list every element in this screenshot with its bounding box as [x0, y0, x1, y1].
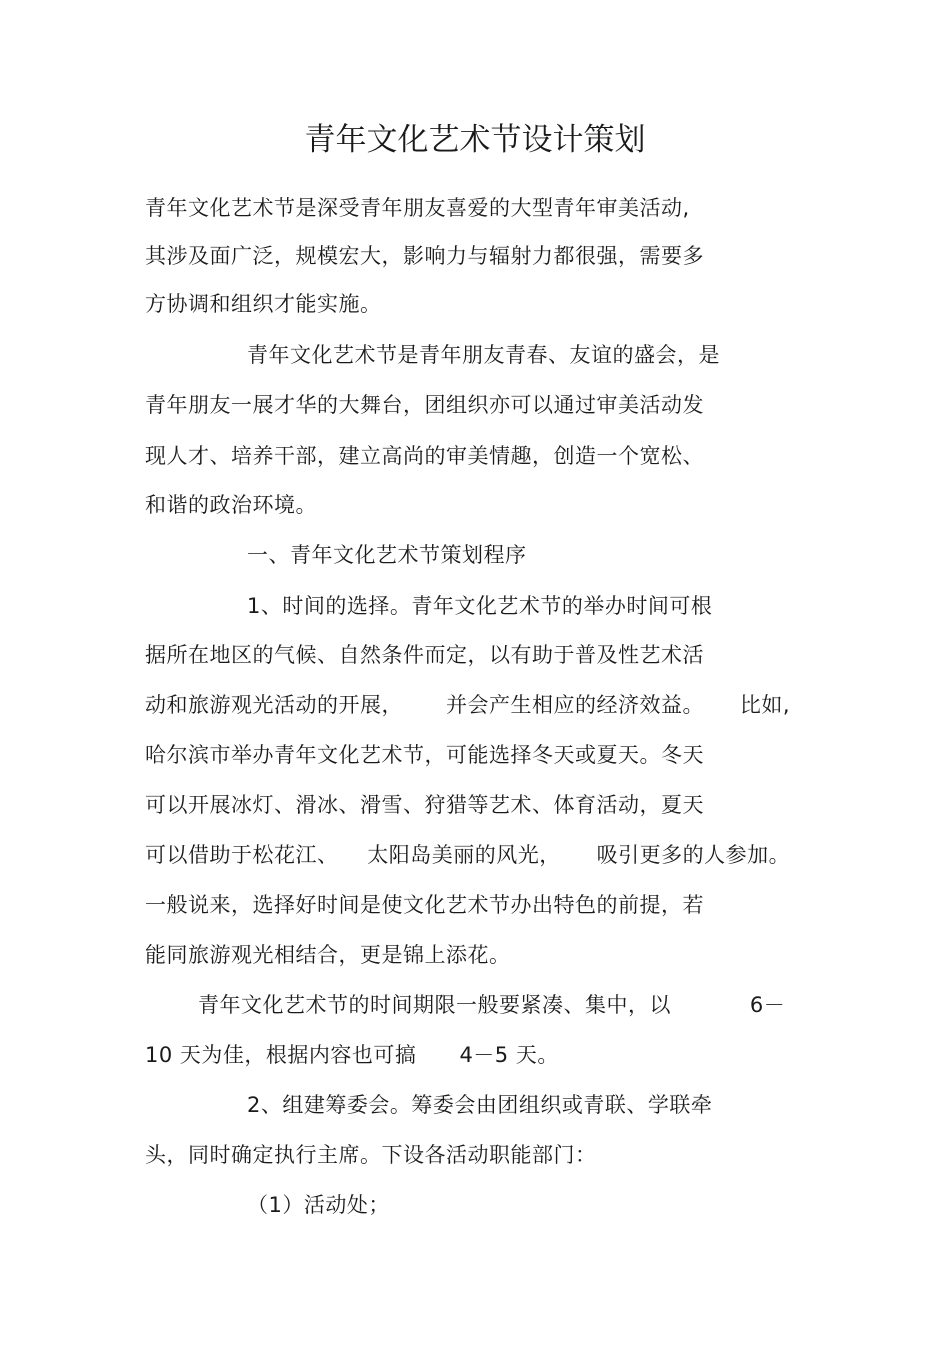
paragraph-line: 1、时间的选择。青年文化艺术节的举办时间可根	[247, 594, 713, 618]
paragraph-line: 据所在地区的气候、自然条件而定，以有助于普及性艺术活	[145, 643, 704, 667]
paragraph-line: 10 天为佳，根据内容也可搞 4－5 天。	[145, 1043, 559, 1067]
paragraph-line: 方协调和组织才能实施。	[145, 292, 382, 316]
paragraph-line: 可以开展冰灯、滑冰、滑雪、狩猎等艺术、体育活动，夏天	[145, 793, 704, 817]
paragraph-line: 能同旅游观光相结合，更是锦上添花。	[145, 943, 511, 967]
paragraph-line: 青年文化艺术节是青年朋友青春、友谊的盛会，是	[247, 343, 720, 367]
paragraph-line: 一般说来，选择好时间是使文化艺术节办出特色的前提，若	[145, 893, 704, 917]
paragraph-line: 青年文化艺术节的时间期限一般要紧凑、集中，以 6－	[198, 993, 786, 1017]
paragraph-line: 现人才、培养干部，建立高尚的审美情趣，创造一个宽松、	[145, 444, 704, 468]
paragraph-line: 和谐的政治环境。	[145, 493, 317, 517]
document-title: 青年文化艺术节设计策划	[304, 122, 646, 158]
paragraph-line: 可以借助于松花江、 太阳岛美丽的风光， 吸引更多的人参加。	[145, 843, 791, 867]
list-item: （1）活动处；	[247, 1193, 390, 1217]
paragraph-line: 2、组建筹委会。筹委会由团组织或青联、学联牵	[247, 1093, 713, 1117]
section-heading: 一、青年文化艺术节策划程序	[247, 543, 527, 567]
paragraph-line: 其涉及面广泛，规模宏大，影响力与辐射力都很强，需要多	[145, 244, 704, 268]
paragraph-line: 青年朋友一展才华的大舞台，团组织亦可以通过审美活动发	[145, 393, 704, 417]
paragraph-line: 青年文化艺术节是深受青年朋友喜爱的大型青年审美活动,	[145, 196, 690, 220]
paragraph-line: 动和旅游观光活动的开展， 并会产生相应的经济效益。 比如,	[145, 693, 791, 717]
paragraph-line: 哈尔滨市举办青年文化艺术节，可能选择冬天或夏天。冬天	[145, 743, 704, 767]
paragraph-line: 头，同时确定执行主席。下设各活动职能部门：	[145, 1143, 597, 1167]
